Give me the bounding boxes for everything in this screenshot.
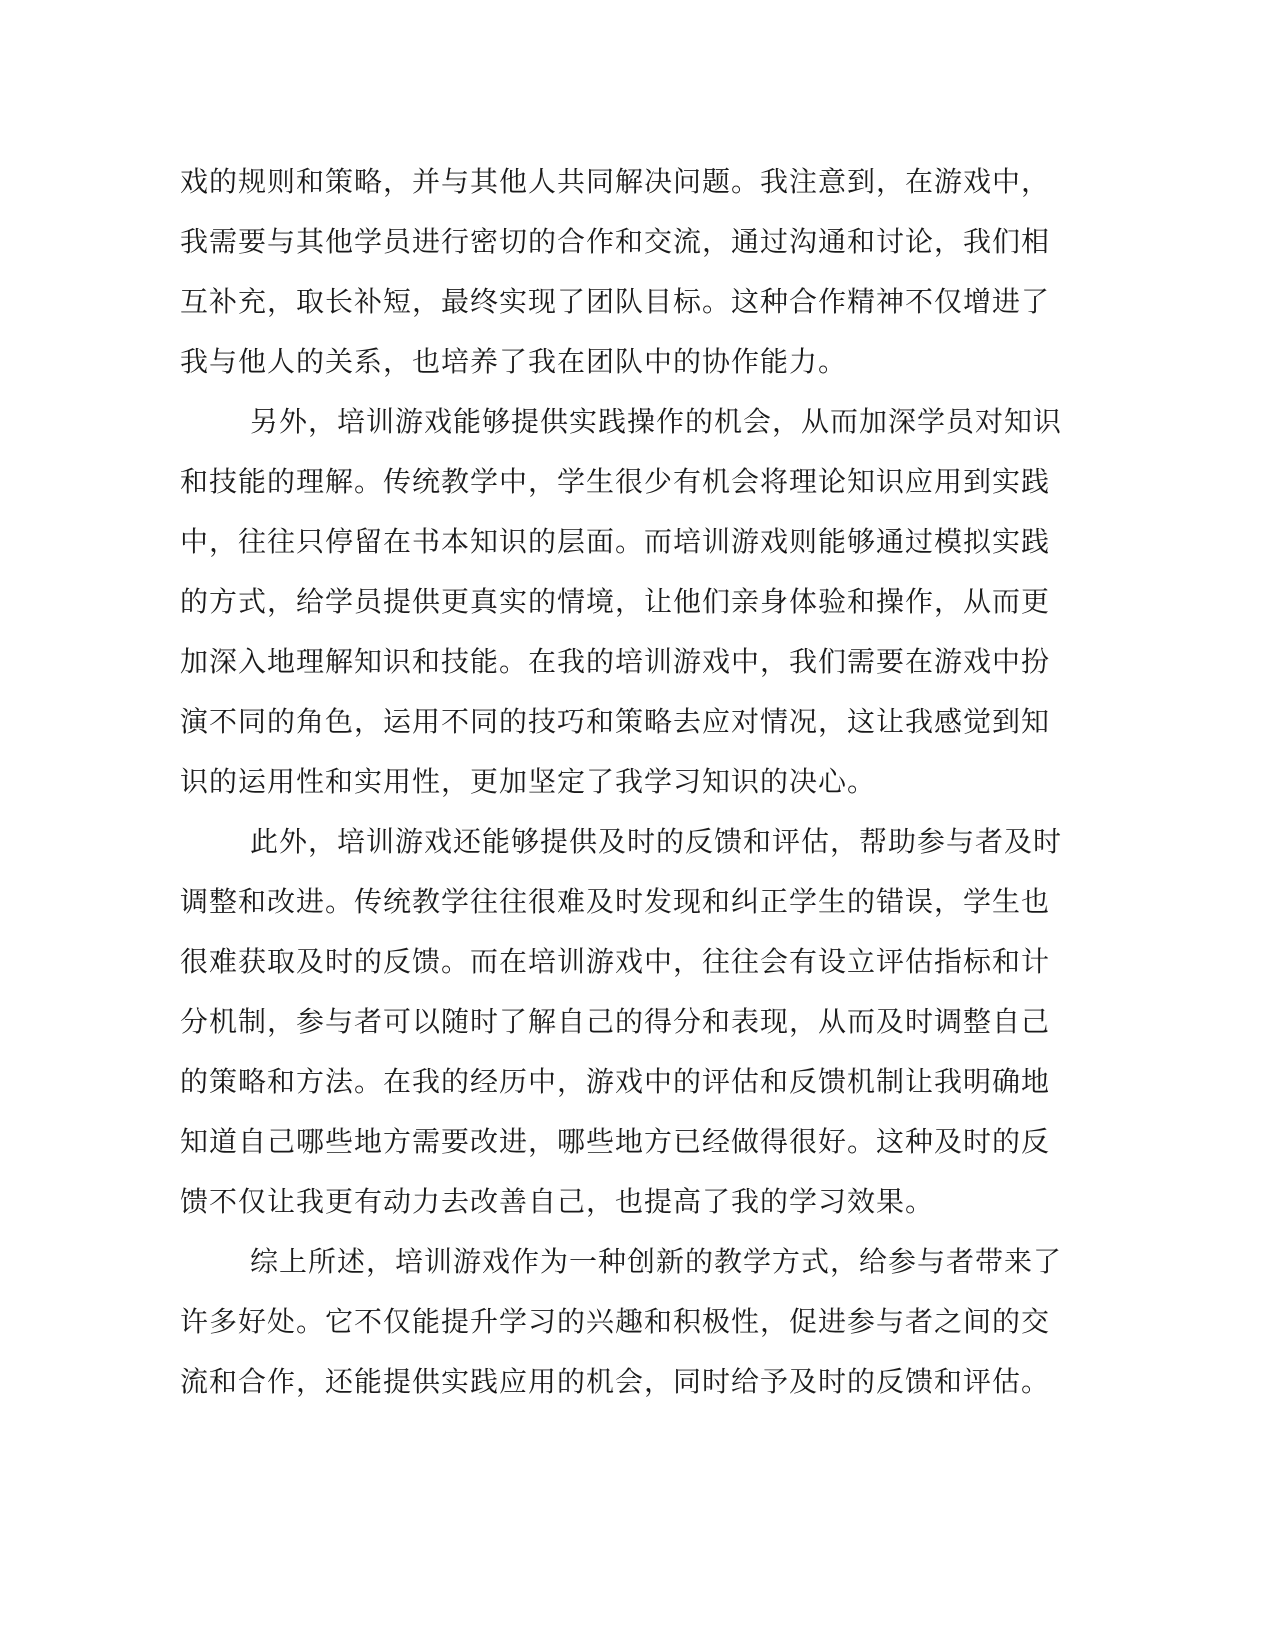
text-line: 识的运用性和实用性，更加坚定了我学习知识的决心。 bbox=[180, 765, 877, 798]
text-line: 此外，培训游戏还能够提供及时的反馈和评估，帮助参与者及时 bbox=[250, 825, 1063, 858]
text-line: 的策略和方法。在我的经历中，游戏中的评估和反馈机制让我明确地 bbox=[180, 1065, 1051, 1098]
paragraph-1 bbox=[180, 152, 1100, 392]
text-line: 很难获取及时的反馈。而在培训游戏中，往往会有设立评估指标和计 bbox=[180, 945, 1051, 978]
paragraph-4 bbox=[180, 1232, 1100, 1412]
text-line: 综上所述，培训游戏作为一种创新的教学方式，给参与者带来了 bbox=[250, 1245, 1063, 1278]
text-line: 分机制，参与者可以随时了解自己的得分和表现，从而及时调整自己 bbox=[180, 1005, 1051, 1038]
paragraph-3 bbox=[180, 812, 1100, 1232]
text-line: 演不同的角色，运用不同的技巧和策略去应对情况，这让我感觉到知 bbox=[180, 705, 1051, 738]
text-line: 和技能的理解。传统教学中，学生很少有机会将理论知识应用到实践 bbox=[180, 465, 1051, 498]
text-line: 的方式，给学员提供更真实的情境，让他们亲身体验和操作，从而更 bbox=[180, 585, 1051, 618]
text-line: 馈不仅让我更有动力去改善自己，也提高了我的学习效果。 bbox=[180, 1185, 935, 1218]
text-line: 互补充，取长补短，最终实现了团队目标。这种合作精神不仅增进了 bbox=[180, 285, 1051, 318]
document-body bbox=[180, 152, 1100, 1412]
text-line: 戏的规则和策略，并与其他人共同解决问题。我注意到，在游戏中， bbox=[180, 165, 1051, 198]
text-line: 加深入地理解知识和技能。在我的培训游戏中，我们需要在游戏中扮 bbox=[180, 645, 1051, 678]
text-line: 知道自己哪些地方需要改进，哪些地方已经做得很好。这种及时的反 bbox=[180, 1125, 1051, 1158]
paragraph-2 bbox=[180, 392, 1100, 812]
text-line: 调整和改进。传统教学往往很难及时发现和纠正学生的错误，学生也 bbox=[180, 885, 1051, 918]
text-line: 我与他人的关系，也培养了我在团队中的协作能力。 bbox=[180, 345, 848, 378]
text-line: 我需要与其他学员进行密切的合作和交流，通过沟通和讨论，我们相 bbox=[180, 225, 1051, 258]
text-line: 流和合作，还能提供实践应用的机会，同时给予及时的反馈和评估。 bbox=[180, 1365, 1051, 1398]
text-line: 另外，培训游戏能够提供实践操作的机会，从而加深学员对知识 bbox=[250, 405, 1063, 438]
text-line: 许多好处。它不仅能提升学习的兴趣和积极性，促进参与者之间的交 bbox=[180, 1305, 1051, 1338]
text-line: 中，往往只停留在书本知识的层面。而培训游戏则能够通过模拟实践 bbox=[180, 525, 1051, 558]
